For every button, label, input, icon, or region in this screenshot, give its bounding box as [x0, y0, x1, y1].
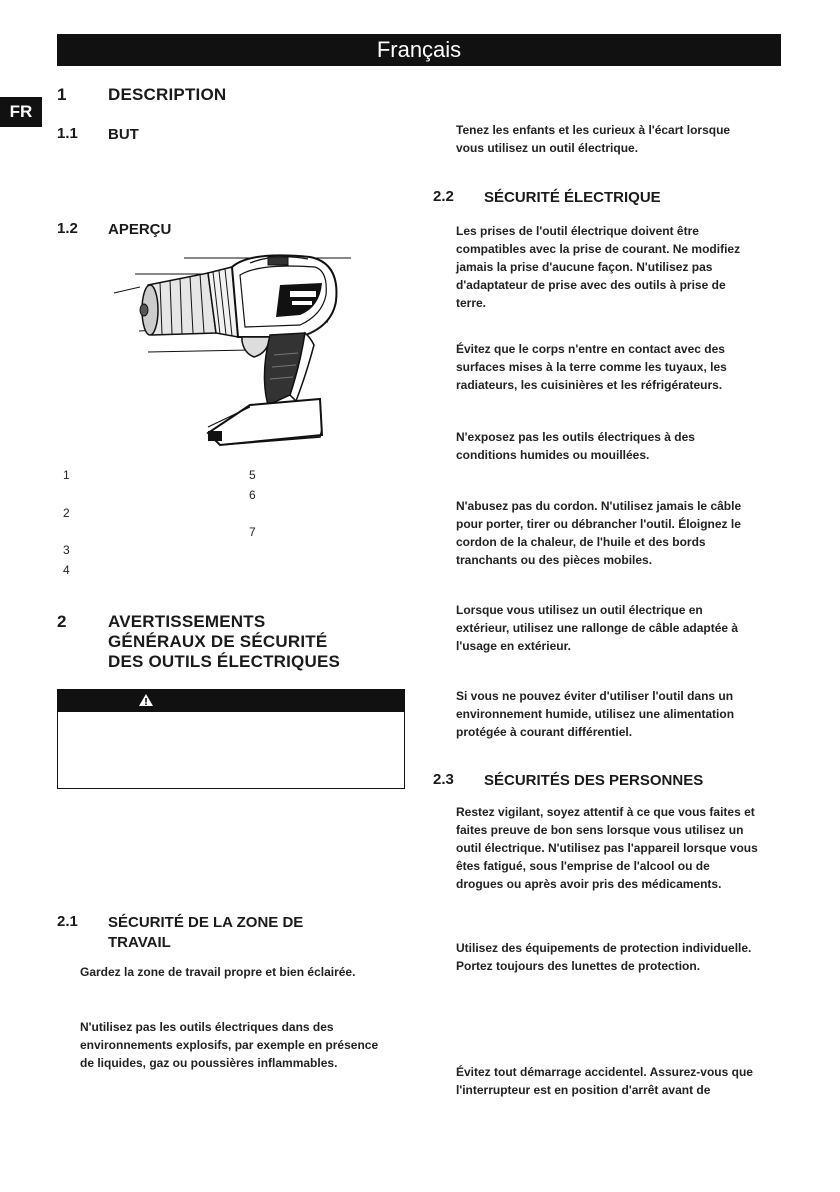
- legend-number-3: 3: [63, 543, 70, 557]
- section-2-3-heading: [433, 771, 793, 793]
- section-number: 1.2: [57, 220, 78, 237]
- legend-number-5: 5: [249, 468, 256, 482]
- section-2-heading: [57, 612, 417, 678]
- paragraph: N'utilisez pas les outils électriques dans des environnements explosifs, par exemple en présence de liquides, gaz ou poussières inflammables.: [80, 1020, 379, 1070]
- drill-illustration: [100, 245, 360, 460]
- paragraph: Les prises de l'outil électrique doivent être compatibles avec la prise de courant. Ne modifiez jamais la prise d'aucune façon. N'utilisez pas d'adaptateur de prise avec des outils à prise de terre.: [456, 224, 741, 310]
- paragraph: Si vous ne pouvez éviter d'utiliser l'outil dans un environnement humide, utilisez une alimentation protégée à courant différentiel.: [456, 689, 735, 739]
- legend-number-2: 2: [63, 506, 70, 520]
- section-title: SÉCURITÉ ÉLECTRIQUE: [484, 189, 661, 206]
- language-banner: Français: [57, 34, 781, 66]
- paragraph: Utilisez des équipements de protection individuelle. Portez toujours des lunettes de protection.: [456, 941, 752, 973]
- section-number: 2.3: [433, 771, 454, 788]
- section-number: 2.2: [433, 188, 454, 205]
- section-number: 1.1: [57, 125, 78, 142]
- section-title: BUT: [108, 126, 139, 143]
- legend-number-6: 6: [249, 488, 256, 502]
- language-tab: FR: [0, 97, 42, 127]
- section-title-line: TRAVAIL: [108, 934, 171, 951]
- section-title-line: AVERTISSEMENTS: [108, 612, 266, 631]
- section-title-line: GÉNÉRAUX DE SÉCURITÉ: [108, 632, 328, 651]
- section-title-line: DES OUTILS ÉLECTRIQUES: [108, 652, 341, 671]
- section-title: DESCRIPTION: [108, 85, 227, 104]
- legend-number-1: 1: [63, 468, 70, 482]
- paragraph: Lorsque vous utilisez un outil électrique en extérieur, utilisez une rallonge de câble adaptée à l'usage en extérieur.: [456, 603, 739, 653]
- warning-triangle-icon: [138, 693, 154, 707]
- warning-header: [58, 690, 404, 712]
- section-2-2-heading: [433, 188, 793, 210]
- section-2-1-heading: [57, 913, 417, 953]
- legend-number-7: 7: [249, 525, 256, 539]
- section-number: 2: [57, 612, 67, 631]
- section-title: SÉCURITÉS DES PERSONNES: [484, 772, 704, 789]
- paragraph: Restez vigilant, soyez attentif à ce que vous faites et faites preuve de bon sens lorsque vous utilisez un outil électrique. N'utilisez pas l'appareil lorsque vous êtes fatigué, sous l'emprise de l'alcool ou de drogues ou après avoir pris des médicaments.: [456, 805, 758, 891]
- paragraph: N'exposez pas les outils électriques à des conditions humides ou mouillées.: [456, 430, 695, 462]
- section-number: 1: [57, 85, 67, 104]
- paragraph: Évitez tout démarrage accidentel. Assurez-vous que l'interrupteur est en position d'arrêt avant de: [456, 1065, 753, 1097]
- warning-box: [57, 689, 405, 789]
- paragraph: Gardez la zone de travail propre et bien éclairée.: [80, 965, 356, 979]
- section-title-line: SÉCURITÉ DE LA ZONE DE: [108, 914, 304, 931]
- legend-number-4: 4: [63, 563, 70, 577]
- paragraph: N'abusez pas du cordon. N'utilisez jamais le câble pour porter, tirer ou débrancher l'outil. Éloignez le cordon de la chaleur, de l'huile et des bords tranchants ou des pièces mobiles.: [456, 499, 742, 567]
- paragraph: Tenez les enfants et les curieux à l'écart lorsque vous utilisez un outil électrique.: [456, 123, 731, 155]
- section-number: 2.1: [57, 913, 78, 930]
- section-title: APERÇU: [108, 221, 172, 238]
- paragraph: Évitez que le corps n'entre en contact avec des surfaces mises à la terre comme les tuyaux, les radiateurs, les cuisinières et les réfrigérateurs.: [456, 342, 727, 392]
